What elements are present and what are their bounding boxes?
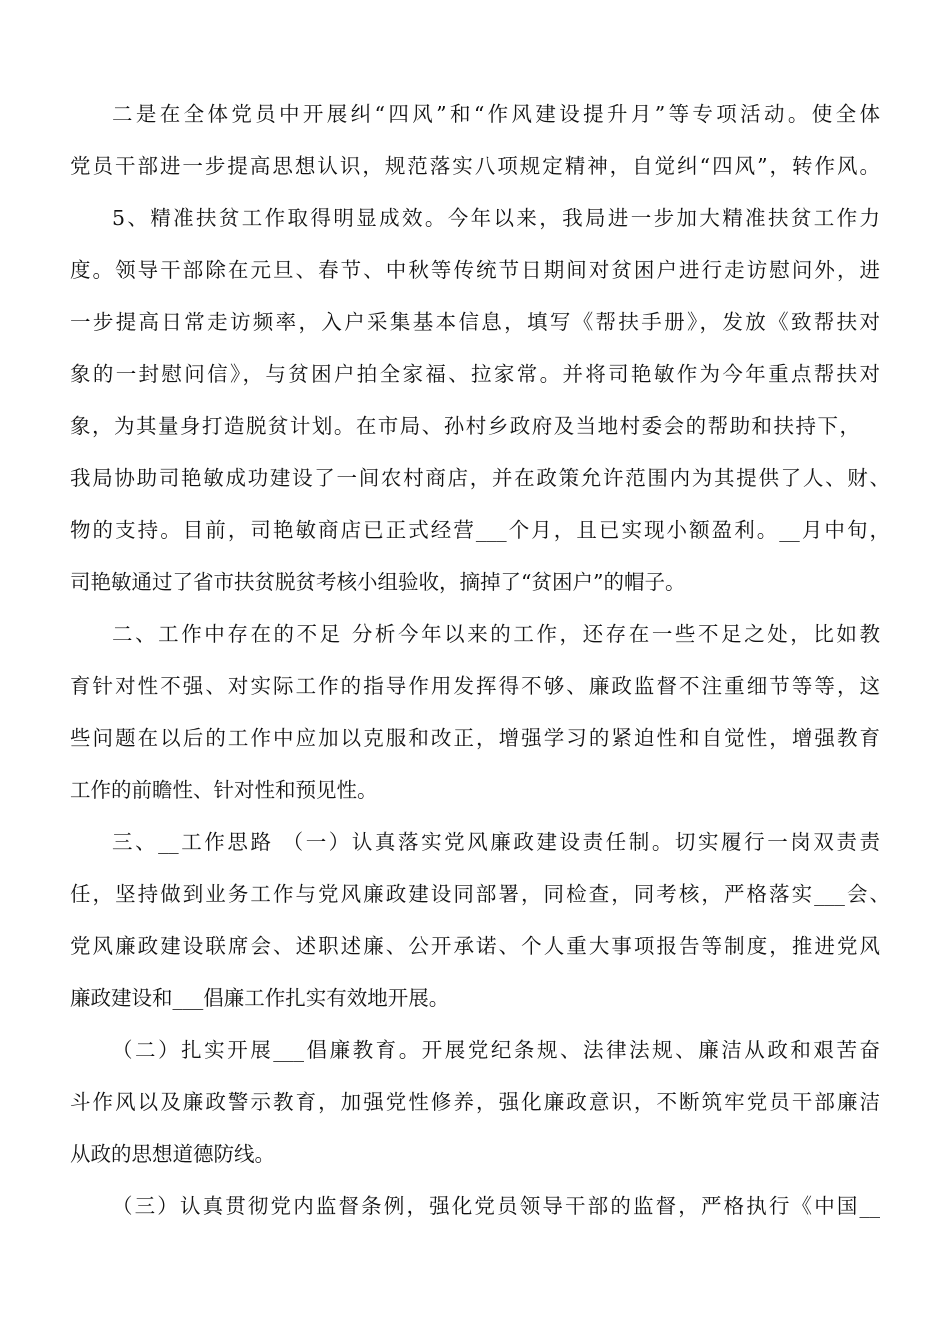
paragraph-line: 育针对性不强、对实际工作的指导作用发挥得不够、廉政监督不注重细节等等，这 [70,674,880,698]
paragraph-line: 党风廉政建设联席会、述职述廉、公开承诺、个人重大事项报告等制度，推进党风 [70,934,880,958]
paragraph-line: 度。领导干部除在元旦、春节、中秋等传统节日期间对贫困户进行走访慰问外，进 [70,258,880,282]
paragraph-line: 二、工作中存在的不足 分析今年以来的工作，还存在一些不足之处，比如教 [112,622,880,646]
paragraph-line: 二是在全体党员中开展纠“四风”和“作风建设提升月”等专项活动。使全体 [112,102,880,126]
paragraph-line: （三）认真贯彻党内监督条例，强化党员领导干部的监督，严格执行《中国__ [112,1194,880,1218]
paragraph-line: 我局协助司艳敏成功建设了一间农村商店，并在政策允许范围内为其提供了人、财、 [70,466,890,490]
paragraph-line: 廉政建设和___倡廉工作扎实有效地开展。 [70,986,450,1010]
paragraph-line: 5、精准扶贫工作取得明显成效。今年以来，我局进一步加大精准扶贫工作力 [112,206,880,230]
paragraph-line: 工作的前瞻性、针对性和预见性。 [70,778,378,802]
paragraph-line: 司艳敏通过了省市扶贫脱贫考核小组验收，摘掉了“贫困户”的帽子。 [70,570,686,594]
paragraph-line: 象的一封慰问信》，与贫困户拍全家福、拉家常。并将司艳敏作为今年重点帮扶对 [70,362,880,386]
paragraph-line: 一步提高日常走访频率，入户采集基本信息，填写《帮扶手册》，发放《致帮扶对 [70,310,880,334]
paragraph-line: 斗作风以及廉政警示教育，加强党性修养，强化廉政意识，不断筑牢党员干部廉洁 [70,1090,880,1114]
paragraph-line: 三、__工作思路 （一）认真落实党风廉政建设责任制。切实履行一岗双责责 [112,830,880,854]
paragraph-line: 党员干部进一步提高思想认识，规范落实八项规定精神，自觉纠“四风”，转作风。 [70,154,880,178]
paragraph-line: 象，为其量身打造脱贫计划。在市局、孙村乡政府及当地村委会的帮助和扶持下， [70,414,860,438]
paragraph-line: 任，坚持做到业务工作与党风廉政建设同部署，同检查，同考核，严格落实___会、 [70,882,890,906]
paragraph-line: （二）扎实开展___倡廉教育。开展党纪条规、法律法规、廉洁从政和艰苦奋 [112,1038,880,1062]
paragraph-line: 从政的思想道德防线。 [70,1142,275,1166]
paragraph-line: 些问题在以后的工作中应加以克服和改正，增强学习的紧迫性和自觉性，增强教育 [70,726,880,750]
paragraph-line: 物的支持。目前，司艳敏商店已正式经营___个月，且已实现小额盈利。__月中旬， [70,518,890,542]
